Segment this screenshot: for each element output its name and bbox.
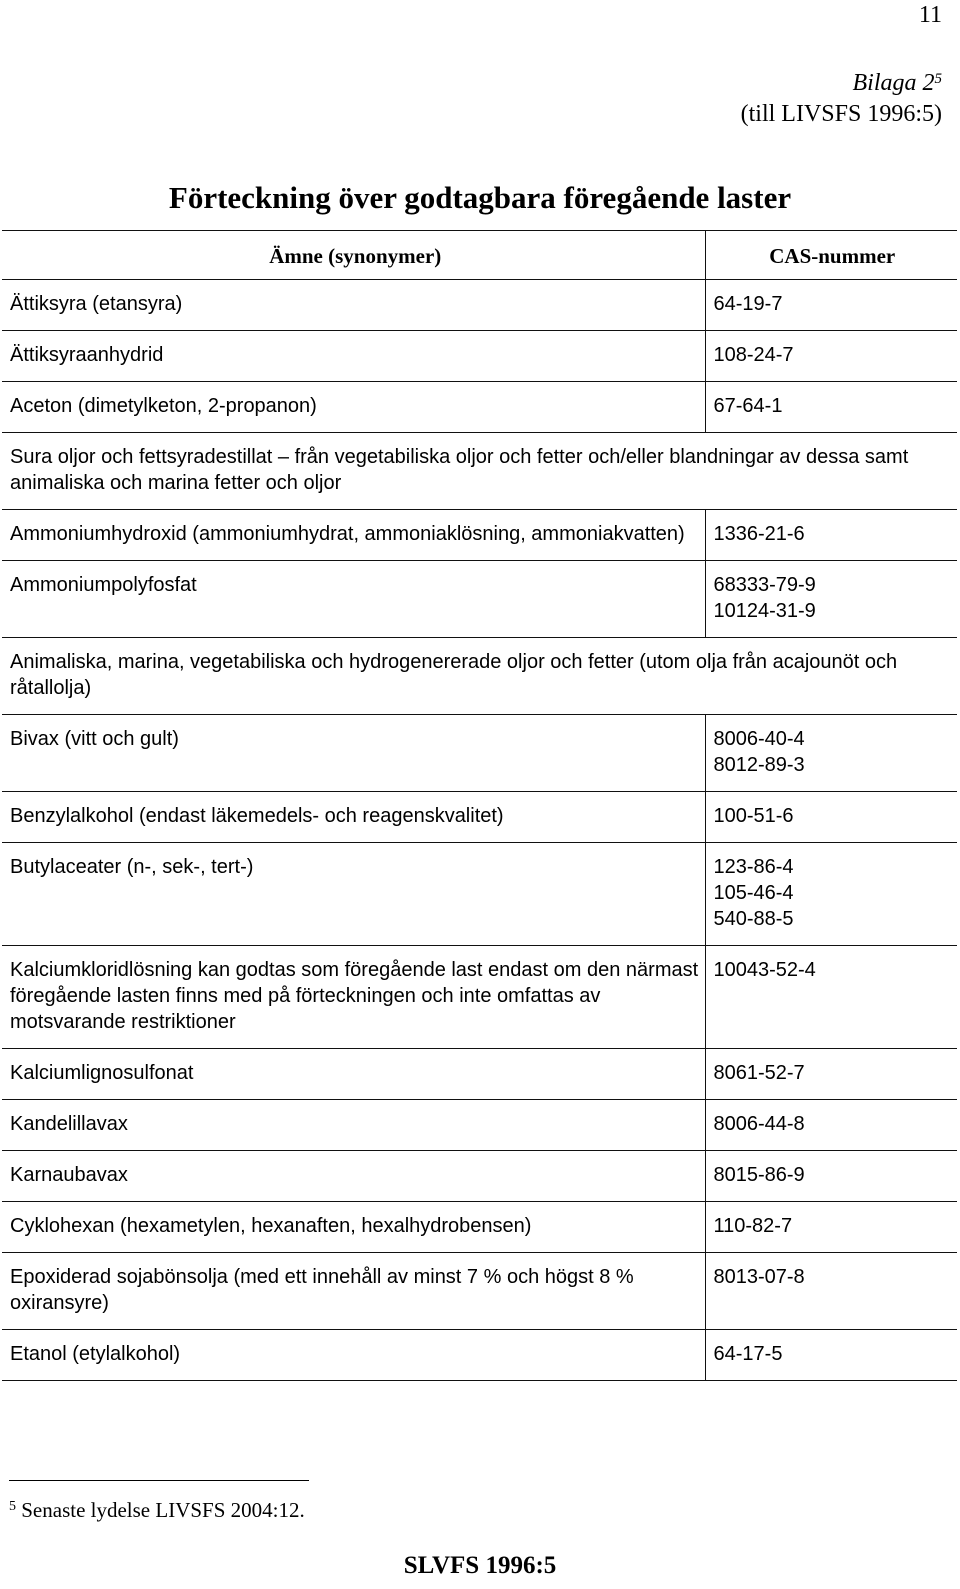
table-row: [2, 382, 957, 433]
cas-number-cell: [705, 843, 957, 946]
table-row: [2, 561, 957, 638]
cas-number: 8012-89-3: [713, 754, 805, 776]
substance-name: Benzylalkohol (endast läkemedels- och reagenskvalitet): [2, 792, 705, 843]
table-row: [2, 792, 957, 843]
cas-number: 8061-52-7: [713, 1062, 805, 1084]
table-row: [2, 1100, 957, 1151]
cas-number: 64-19-7: [713, 293, 783, 315]
substance-name: Ammoniumpolyfosfat: [2, 561, 705, 638]
footnote-number: 5: [9, 1499, 16, 1514]
cas-number-cell: [705, 1253, 957, 1330]
table-row: [2, 331, 957, 382]
cas-number: 68333-79-9: [713, 574, 816, 596]
cas-number: 8006-40-4: [713, 728, 805, 750]
cas-number-cell: [705, 1100, 957, 1151]
annex-label: Bilaga 2: [852, 70, 935, 96]
substance-name: Cyklohexan (hexametylen, hexanaften, hexalhydrobensen): [2, 1202, 705, 1253]
substance-name: Epoxiderad sojabönsolja (med ett innehåll av minst 7 % och högst 8 % oxiransyre): [2, 1253, 705, 1330]
table-header-row: [2, 231, 957, 280]
cas-number: 8013-07-8: [713, 1266, 805, 1288]
cas-number-cell: [705, 792, 957, 843]
table-row: [2, 1151, 957, 1202]
footer-code: SLVFS 1996:5: [403, 1552, 557, 1579]
table-body: [2, 280, 957, 1381]
cas-number-cell: [705, 382, 957, 433]
document-title: Förteckning över godtagbara föregående laster: [168, 180, 792, 215]
cas-number-cell: [705, 1049, 957, 1100]
annex-footnote-ref: 5: [934, 71, 942, 87]
table-row: [2, 1202, 957, 1253]
cas-number: 100-51-6: [713, 805, 794, 827]
cas-number: 105-46-4: [713, 882, 794, 904]
cas-number: 110-82-7: [713, 1215, 793, 1237]
table-row: [2, 946, 957, 1049]
substance-name: Aceton (dimetylketon, 2-propanon): [2, 382, 705, 433]
substance-name: Kalciumkloridlösning kan godtas som föregående last endast om den närmast föregående lasten finns med på förteckningen och inte omfattas av motsvarande restriktioner: [2, 946, 705, 1049]
table-row: [2, 638, 957, 715]
cas-number: 8006-44-8: [713, 1113, 805, 1135]
cas-number-cell: [705, 1202, 957, 1253]
table-row: [2, 715, 957, 792]
cas-number-cell: [705, 715, 957, 792]
header-cas: CAS-nummer: [705, 231, 957, 280]
cas-number: 123-86-4: [713, 856, 794, 878]
table-row: [2, 1330, 957, 1381]
cas-number-cell: [705, 1151, 957, 1202]
page-number: 11: [918, 2, 942, 28]
substance-name: Sura oljor och fettsyradestillat – från vegetabiliska oljor och fetter och/eller blandningar av dessa samt animaliska och marina fetter och oljor: [2, 433, 957, 510]
table-row: [2, 1049, 957, 1100]
substance-name: Etanol (etylalkohol): [2, 1330, 705, 1381]
footnote-text: Senaste lydelse LIVSFS 2004:12.: [21, 1498, 305, 1522]
cas-number-cell: [705, 510, 957, 561]
substance-name: Bivax (vitt och gult): [2, 715, 705, 792]
cas-number-cell: [705, 1330, 957, 1381]
footnote-divider: [9, 1480, 309, 1481]
table-row: [2, 843, 957, 946]
substance-name: Ättiksyraanhydrid: [2, 331, 705, 382]
cas-number: 67-64-1: [713, 395, 783, 417]
table-row: [2, 1253, 957, 1330]
substance-name: Ättiksyra (etansyra): [2, 280, 705, 331]
cas-number: 108-24-7: [713, 344, 794, 366]
table-row: [2, 510, 957, 561]
header-subject: Ämne (synonymer): [2, 231, 705, 280]
cas-number: 64-17-5: [713, 1343, 783, 1365]
cas-number: 8015-86-9: [713, 1164, 805, 1186]
substance-name: Kandelillavax: [2, 1100, 705, 1151]
substance-table: [2, 230, 957, 1381]
cas-number: 10043-52-4: [713, 959, 816, 981]
cas-number-cell: [705, 561, 957, 638]
substance-name: Animaliska, marina, vegetabiliska och hydrogenererade oljor och fetter (utom olja från acajounöt och råtallolja): [2, 638, 957, 715]
footnote: [9, 1498, 305, 1523]
annex-reference: (till LIVSFS 1996:5): [740, 101, 942, 127]
cas-number: 540-88-5: [713, 908, 794, 930]
cas-number-cell: [705, 946, 957, 1049]
cas-number: 1336-21-6: [713, 523, 805, 545]
substance-name: Butylaceater (n-, sek-, tert-): [2, 843, 705, 946]
annex-heading: [741, 64, 942, 130]
cas-number: 10124-31-9: [713, 600, 816, 622]
cas-number-cell: [705, 280, 957, 331]
table-row: [2, 433, 957, 510]
table-row: [2, 280, 957, 331]
substance-name: Ammoniumhydroxid (ammoniumhydrat, ammoniaklösning, ammoniakvatten): [2, 510, 705, 561]
substance-name: Karnaubavax: [2, 1151, 705, 1202]
cas-number-cell: [705, 331, 957, 382]
substance-name: Kalciumlignosulfonat: [2, 1049, 705, 1100]
